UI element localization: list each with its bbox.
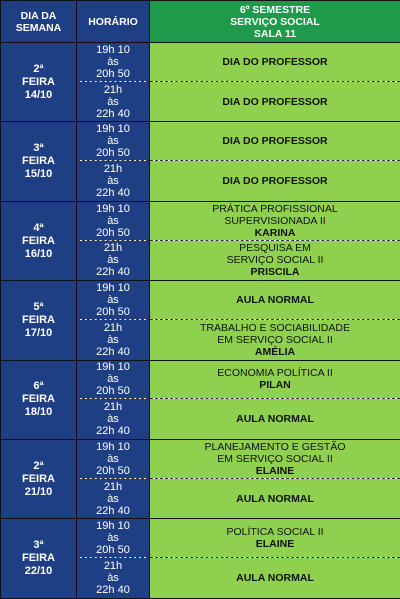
class-cell bbox=[150, 319, 400, 360]
subject-line1: PRÁTICA PROFISSIONAL bbox=[212, 202, 338, 215]
class-highlight: PRISCILA bbox=[250, 266, 300, 279]
table-row bbox=[1, 281, 400, 320]
day-ordinal: 5ª bbox=[33, 300, 44, 313]
time-end: 22h 40 bbox=[96, 186, 130, 199]
class-highlight: PILAN bbox=[259, 379, 291, 392]
day-ordinal: 3ª bbox=[33, 142, 44, 155]
time-start: 19h 10 bbox=[96, 440, 130, 453]
class-cell bbox=[150, 281, 400, 320]
subject-line1: POLÍTICA SOCIAL II bbox=[226, 526, 324, 539]
time-separator: às bbox=[107, 55, 119, 68]
time-separator: às bbox=[107, 135, 119, 148]
subject-line1: TRABALHO E SOCIABILIDADE bbox=[200, 321, 350, 334]
time-start: 19h 10 bbox=[96, 520, 130, 533]
table-row bbox=[1, 122, 400, 161]
subject-line2: EM SERVIÇO SOCIAL II bbox=[217, 452, 333, 465]
time-start: 21h bbox=[103, 480, 123, 493]
class-cell bbox=[150, 360, 400, 399]
class-highlight: AULA NORMAL bbox=[236, 413, 314, 426]
time-cell bbox=[77, 399, 150, 440]
table-row bbox=[1, 519, 400, 558]
header-class bbox=[150, 1, 400, 43]
class-highlight: AMÉLIA bbox=[254, 345, 296, 358]
time-cell bbox=[77, 519, 150, 558]
class-highlight: DIA DO PROFESSOR bbox=[222, 174, 328, 187]
day-date: 17/10 bbox=[24, 326, 53, 339]
time-separator: às bbox=[107, 214, 119, 227]
class-highlight: ELAINE bbox=[255, 464, 295, 477]
subject-line2: SUPERVISIONADA II bbox=[224, 214, 326, 227]
subject-line1: ECONOMIA POLÍTICA II bbox=[217, 367, 333, 380]
day-label: FEIRA bbox=[22, 234, 55, 247]
time-separator: às bbox=[107, 95, 119, 108]
class-cell bbox=[150, 161, 400, 202]
header-time: HORÁRIO bbox=[77, 1, 150, 43]
table-row bbox=[1, 360, 400, 399]
time-end: 22h 40 bbox=[96, 584, 130, 597]
day-date: 15/10 bbox=[24, 168, 53, 181]
time-end: 22h 40 bbox=[96, 504, 130, 517]
day-cell bbox=[1, 201, 77, 280]
subject-line2: SERVIÇO SOCIAL II bbox=[226, 254, 324, 267]
day-ordinal: 4ª bbox=[33, 221, 44, 234]
time-start: 19h 10 bbox=[96, 282, 130, 295]
time-end: 22h 40 bbox=[96, 266, 130, 279]
class-highlight: DIA DO PROFESSOR bbox=[222, 135, 328, 148]
day-ordinal: 2ª bbox=[33, 62, 44, 75]
day-cell bbox=[1, 281, 77, 360]
time-cell bbox=[77, 440, 150, 479]
time-end: 22h 40 bbox=[96, 107, 130, 120]
class-cell bbox=[150, 519, 400, 558]
time-cell bbox=[77, 319, 150, 360]
time-separator: às bbox=[107, 572, 119, 585]
day-cell bbox=[1, 360, 77, 439]
header-day-of-week bbox=[1, 1, 77, 43]
class-highlight: AULA NORMAL bbox=[236, 492, 314, 505]
time-end: 20h 50 bbox=[96, 226, 130, 239]
day-ordinal: 2ª bbox=[33, 459, 44, 472]
class-highlight: AULA NORMAL bbox=[236, 294, 314, 307]
day-date: 22/10 bbox=[24, 565, 53, 578]
time-end: 20h 50 bbox=[96, 67, 130, 80]
time-cell bbox=[77, 43, 150, 82]
day-label: FEIRA bbox=[22, 155, 55, 168]
day-cell bbox=[1, 440, 77, 519]
time-separator: às bbox=[107, 174, 119, 187]
time-end: 22h 40 bbox=[96, 345, 130, 358]
time-start: 19h 10 bbox=[96, 202, 130, 215]
day-date: 18/10 bbox=[24, 406, 53, 419]
header-class-line1: 6º SEMESTRE bbox=[239, 3, 311, 16]
day-date: 16/10 bbox=[24, 247, 53, 260]
time-end: 20h 50 bbox=[96, 385, 130, 398]
day-ordinal: 3ª bbox=[33, 539, 44, 552]
day-cell bbox=[1, 122, 77, 201]
header-day-line1: DIA DA bbox=[20, 9, 57, 22]
time-start: 21h bbox=[103, 242, 123, 255]
day-label: FEIRA bbox=[22, 472, 55, 485]
day-label: FEIRA bbox=[22, 552, 55, 565]
time-start: 21h bbox=[103, 162, 123, 175]
time-start: 21h bbox=[103, 401, 123, 414]
time-end: 20h 50 bbox=[96, 544, 130, 557]
day-label: FEIRA bbox=[22, 393, 55, 406]
header-row bbox=[1, 1, 400, 43]
class-cell bbox=[150, 558, 400, 599]
table-row bbox=[1, 440, 400, 479]
day-ordinal: 6ª bbox=[33, 380, 44, 393]
table-row bbox=[1, 43, 400, 82]
time-start: 21h bbox=[103, 83, 123, 96]
time-separator: às bbox=[107, 294, 119, 307]
class-cell bbox=[150, 43, 400, 82]
time-start: 19h 10 bbox=[96, 361, 130, 374]
time-end: 20h 50 bbox=[96, 464, 130, 477]
class-cell bbox=[150, 399, 400, 440]
subject-line1: PLANEJAMENTO E GESTÃO bbox=[204, 440, 346, 453]
time-cell bbox=[77, 360, 150, 399]
header-class-line2: SERVIÇO SOCIAL bbox=[230, 15, 320, 28]
time-separator: às bbox=[107, 492, 119, 505]
class-highlight: AULA NORMAL bbox=[236, 572, 314, 585]
class-cell bbox=[150, 201, 400, 240]
class-highlight: DIA DO PROFESSOR bbox=[222, 55, 328, 68]
class-highlight: ELAINE bbox=[255, 538, 295, 551]
time-start: 21h bbox=[103, 560, 123, 573]
time-cell bbox=[77, 122, 150, 161]
time-end: 20h 50 bbox=[96, 306, 130, 319]
class-highlight: DIA DO PROFESSOR bbox=[222, 95, 328, 108]
day-date: 21/10 bbox=[24, 485, 53, 498]
time-cell bbox=[77, 281, 150, 320]
time-cell bbox=[77, 81, 150, 122]
day-label: FEIRA bbox=[22, 313, 55, 326]
time-separator: às bbox=[107, 333, 119, 346]
time-separator: às bbox=[107, 413, 119, 426]
class-cell bbox=[150, 240, 400, 281]
time-cell bbox=[77, 161, 150, 202]
header-class-line3: SALA 11 bbox=[253, 27, 297, 40]
time-cell bbox=[77, 478, 150, 519]
header-day-line2: SEMANA bbox=[15, 21, 62, 34]
time-start: 21h bbox=[103, 321, 123, 334]
subject-line2: EM SERVIÇO SOCIAL II bbox=[217, 333, 333, 346]
time-end: 22h 40 bbox=[96, 425, 130, 438]
time-cell bbox=[77, 558, 150, 599]
time-separator: às bbox=[107, 373, 119, 386]
class-cell bbox=[150, 81, 400, 122]
day-cell bbox=[1, 43, 77, 122]
subject-line1: PESQUISA EM bbox=[239, 242, 311, 255]
class-cell bbox=[150, 122, 400, 161]
time-start: 19h 10 bbox=[96, 43, 130, 56]
time-separator: às bbox=[107, 254, 119, 267]
class-cell bbox=[150, 440, 400, 479]
time-start: 19h 10 bbox=[96, 123, 130, 136]
day-date: 14/10 bbox=[24, 88, 53, 101]
time-cell bbox=[77, 201, 150, 240]
time-end: 20h 50 bbox=[96, 147, 130, 160]
day-label: FEIRA bbox=[22, 75, 55, 88]
time-cell bbox=[77, 240, 150, 281]
table-row bbox=[1, 201, 400, 240]
time-separator: às bbox=[107, 532, 119, 545]
class-cell bbox=[150, 478, 400, 519]
time-separator: às bbox=[107, 452, 119, 465]
class-highlight: KARINA bbox=[254, 226, 296, 239]
day-cell bbox=[1, 519, 77, 599]
